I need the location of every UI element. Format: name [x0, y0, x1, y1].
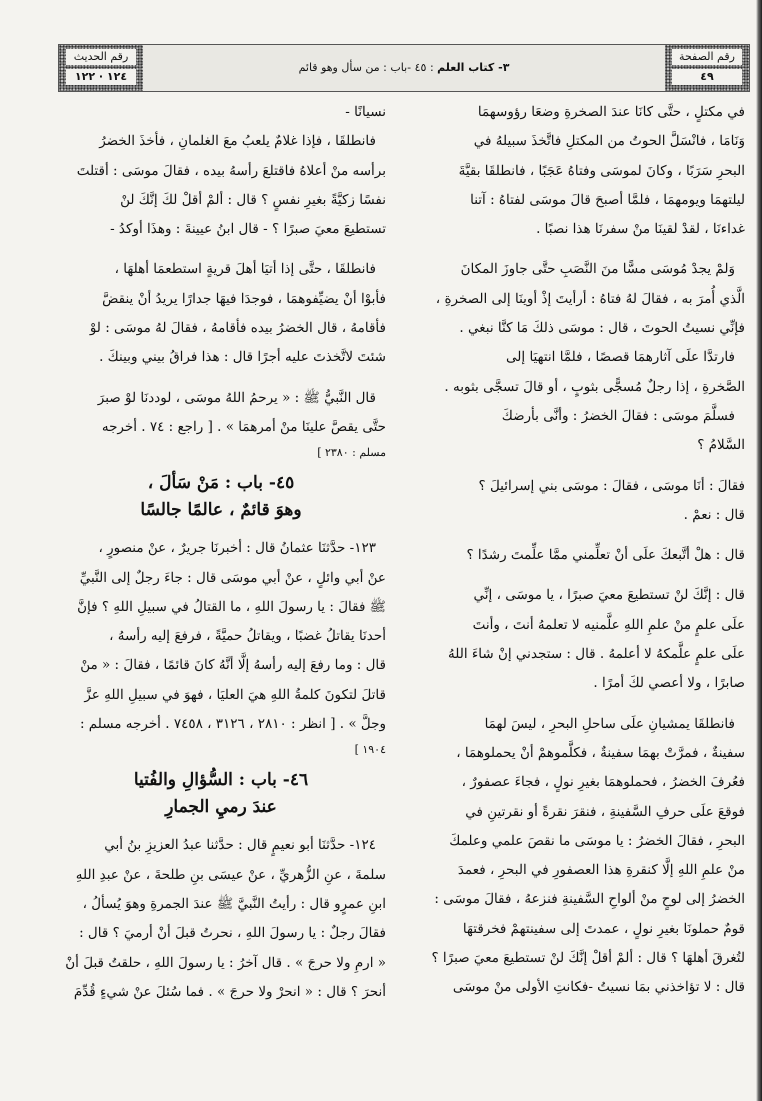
text-line: نسيانًا -: [345, 104, 386, 120]
text-line: وجلَّ » . [ انظر : ٢٨١٠ ، ٣١٢٦ ، ٧٤٥٨ . أخرجه مسلم :: [79, 716, 386, 733]
chapter-heading-line: ٤٥- باب : مَنْ سَألَ ،: [147, 473, 295, 494]
text-line: فإنِّي نسيتُ الحوتَ ، قال : موسَى ذلكَ مَا كنَّا نبغي .: [459, 320, 745, 337]
chapter-heading-45: [56, 470, 386, 524]
text-line: علَى علمٍ منْ علمِ اللهِ علَّمنيه لا تعلمهُ أنتَ ، وأنتَ: [472, 616, 745, 633]
text-line: البحرِ ، فقالَ الخضرُ : يا موسَى ما نقصَ علمي وعلمكَ: [449, 832, 745, 849]
text-line: منْ علمِ اللهِ إلَّا كنقرةِ هذا العصفورِ في البحرِ ، فعمدَ: [457, 862, 745, 879]
text-line: سلمةَ ، عنِ الزُّهريِّ ، عنْ عيسَى بنِ طلحةَ ، عنْ عبدِ اللهِ: [75, 866, 386, 883]
text-line: نفسًا زكيَّةً بغيرِ نفسٍ ؟ قال : ألمْ أقلْ لكَ إنَّكَ لنْ: [120, 191, 386, 208]
text-line: قال النَّبيُّ ﷺ : « يرحمُ اللهُ موسَى ، لوددنَا لوْ صبرَ: [97, 389, 376, 406]
page-number-box: [665, 45, 749, 91]
text-line: ﷺ فقالَ : يا رسولَ اللهِ ، ما القتالُ في سبيلِ اللهِ ؟ فإنَّ: [77, 598, 386, 615]
book-title: ٣- كتاب العلم: [437, 61, 510, 74]
left-column: [56, 98, 386, 1007]
text-line: « ارمِ ولا حرجَ » . قال آخرُ : يا رسولَ اللهِ ، حلقتُ قبلَ أنْ: [65, 954, 386, 971]
text-line: فقالَ : أنَا موسَى ، فقالَ : موسَى بني إسرائيلَ ؟: [478, 477, 745, 494]
text-line: الَّذي أُمرَ به ، فقالَ لهُ فتاهُ : أرأيتَ إذْ أوينَا إلى الصخرةِ ،: [435, 290, 745, 307]
text-line: شئتَ لاتَّخذتَ عليه أجرًا قال : هذا فراقُ بيني وبينكَ .: [99, 349, 386, 366]
text-line: قال : إنَّكَ لنْ تستطيعَ معيَ صبرًا ، يا موسَى ، إنِّي: [473, 587, 745, 604]
text-line: ليلتهمَا ويومهمَا ، فلمَّا أصبحَ قالَ موسَى لفتاهُ : آتنا: [470, 191, 745, 208]
page-header: [58, 44, 750, 92]
text-line: فانطلقَا ، فإذا غلامٌ يلعبُ معَ الغلمانِ ، فأخذَ الخضرُ: [99, 133, 376, 150]
text-line: قال : نعمْ .: [683, 506, 745, 523]
chapter-title: : ٤٥ -باب : من سأل وهو قائم: [298, 61, 434, 74]
chapter-heading-line: وهوَ قائمٌ ، عالمًا جالسًا: [140, 500, 302, 521]
page-edge-shadow: [756, 0, 762, 1101]
text-line: وَلمْ يجدْ مُوسَى مسًّا منَ النَّصَبِ حتَّى جاوزَ المكانَ: [460, 261, 735, 278]
reference-note: مسلم : ٢٣٨٠ ]: [317, 446, 386, 460]
text-line: سفينةٌ ، فمرَّتْ بهمَا سفينةٌ ، فكلَّموهمْ أنْ يحملوهمَا ،: [456, 744, 745, 761]
text-line: ١٢٣- حدَّثنَا عثمانُ قال : أخبرنَا جريرٌ ، عنْ منصورٍ ،: [98, 540, 376, 557]
text-line: قال : هلْ أتَّبعكَ علَى أنْ تعلِّمني ممَّا علِّمتَ رشدًا ؟: [466, 547, 745, 564]
text-line: غداءنَا ، لقدْ لقينَا منْ سفرنَا هذا نصبًا .: [536, 221, 745, 238]
text-line: ١٢٤- حدَّثنَا أبو نعيمٍ قال : حدَّثنا عبدُ العزيزِ بنُ أبي: [104, 837, 376, 854]
page-number: ٤٩: [672, 69, 742, 85]
text-line: عنْ أبي وائلٍ ، عنْ أبي موسَى قال : جاءَ رجلٌ إلى النَّبيِّ: [79, 569, 386, 586]
hadith-number-range: ١٢٤ · ١٢٢: [66, 69, 136, 85]
text-line: فعُرفَ الخضرُ ، فحملوهمَا بغيرِ نولٍ ، فجاءَ عصفورٌ ،: [461, 774, 745, 791]
text-line: فارتدَّا علَى آثارهمَا قصصًا ، فلمَّا انتهيَا إلى: [506, 349, 735, 366]
chapter-heading-46: [56, 767, 386, 821]
text-line: فسلَّمَ موسَى : فقالَ الخضرُ : وأنَّى بأرضكَ: [501, 407, 735, 424]
text-line: ابنِ عمرٍو قال : رأيتُ النَّبيَّ ﷺ عندَ الجمرةِ وهوَ يُسألُ ،: [82, 895, 386, 912]
text-line: فقالَ رجلٌ : يا رسولَ اللهِ ، نحرتُ قبلَ أنْ أرميَ ؟ قال :: [79, 925, 386, 942]
text-line: في مكتلٍ ، حتَّى كانَا عندَ الصخرةِ وضعَا رؤوسهمَا: [477, 104, 745, 120]
text-line: البحرِ سَرَبًا ، وكانَ لموسَى وفتاهُ عَجَبًا ، فانطلقَا بقيَّةَ: [458, 162, 745, 179]
text-line: قال : وما رفعَ إليه رأسهُ إلَّا أنَّهُ كانَ قائمًا ، فقالَ : « منْ: [80, 657, 386, 674]
text-line: فانطلقَا يمشيانِ علَى ساحلِ البحرِ ، ليسَ لهمَا: [484, 715, 735, 732]
text-line: فأبوْا أنْ يضيِّفوهمَا ، فوجدَا فيهَا جدارًا يريدُ أنْ ينقضَّ: [102, 290, 386, 307]
reference-note: ١٩٠٤ ]: [354, 743, 386, 757]
text-line: فوقعَ علَى حرفِ السَّفينةِ ، فنقرَ نقرةً أو نقرتينِ في: [465, 803, 745, 820]
text-line: برأسه منْ أعلاهُ فاقتلعَ رأسهُ بيده ، فقالَ موسَى : أقتلتَ: [76, 162, 386, 179]
text-line: السَّلامُ ؟: [697, 437, 745, 454]
chapter-heading-line: عندَ رميِ الجمارِ: [165, 797, 277, 818]
text-line: لتُغرقَ أهلهَا ؟ قال : ألمْ أقلْ إنَّكَ لنْ تستطيعَ معيَ صبرًا ؟: [431, 950, 745, 967]
text-line: قاتلَ لتكونَ كلمةُ اللهِ هيَ العليَا ، فهوَ في سبيلِ اللهِ عزَّ: [84, 686, 386, 703]
right-column: [393, 98, 745, 1003]
text-line: تستطيعَ معيَ صبرًا ؟ - قال ابنُ عيينةَ : وهذَا أوكدُ -: [110, 221, 386, 238]
text-line: قومٌ حملونَا بغيرِ نولٍ ، عمدتَ إلى سفينتهمْ فخرقتهَا: [462, 920, 745, 937]
text-line: الخضرُ إلى لوحٍ منْ ألواحِ السَّفينةِ فنزعهُ ، فقالَ موسَى :: [434, 891, 745, 908]
text-line: قال : لا تؤاخذني بمَا نسيتُ -فكانتِ الأولى منْ موسَى: [452, 979, 745, 996]
text-line: فأقامهُ ، قال الخضرُ بيده فأقامهُ ، فقالَ لهُ موسَى : لوْ: [89, 320, 386, 337]
text-line: علَى علمٍ علَّمكهُ لا أعلمهُ . قال : ستجدني إنْ شاءَ اللهُ: [448, 646, 745, 663]
text-line: صابرًا ، ولا أعصي لكَ أمرًا .: [593, 675, 745, 692]
hadith-number-label: رقم الحديث: [66, 49, 136, 65]
text-line: حتَّى يقصَّ علينَا منْ أمرهمَا » . [ راجع : ٧٤ . أخرجه: [101, 418, 386, 435]
page-number-label: رقم الصفحة: [672, 49, 742, 65]
text-line: الصَّخرةِ ، إذا رجلٌ مُسجًّى بثوبٍ ، أو قالَ تسجَّى بثوبه .: [444, 378, 745, 395]
text-line: أحدنَا يقاتلُ غضبًا ، ويقاتلُ حميَّةً ، فرفعَ إليه رأسهُ ،: [109, 628, 386, 645]
chapter-heading-line: ٤٦- باب : السُّؤالِ والفُتيا: [133, 770, 309, 791]
text-line: أنحرَ ؟ قال : « انحرْ ولا حرجَ » . فما سُئلَ عنْ شيءٍ قُدِّمَ: [73, 983, 386, 1000]
text-line: فانطلقَا ، حتَّى إذا أتيَا أهلَ قريةٍ استطعمَا أهلهَا ،: [114, 261, 376, 278]
running-title: [143, 45, 665, 91]
text-line: وَنَامَا ، فانْسَلَّ الحوتُ من المكتلِ فاتَّخذَ سبيلهُ في: [473, 133, 745, 150]
hadith-number-box: [59, 45, 143, 91]
